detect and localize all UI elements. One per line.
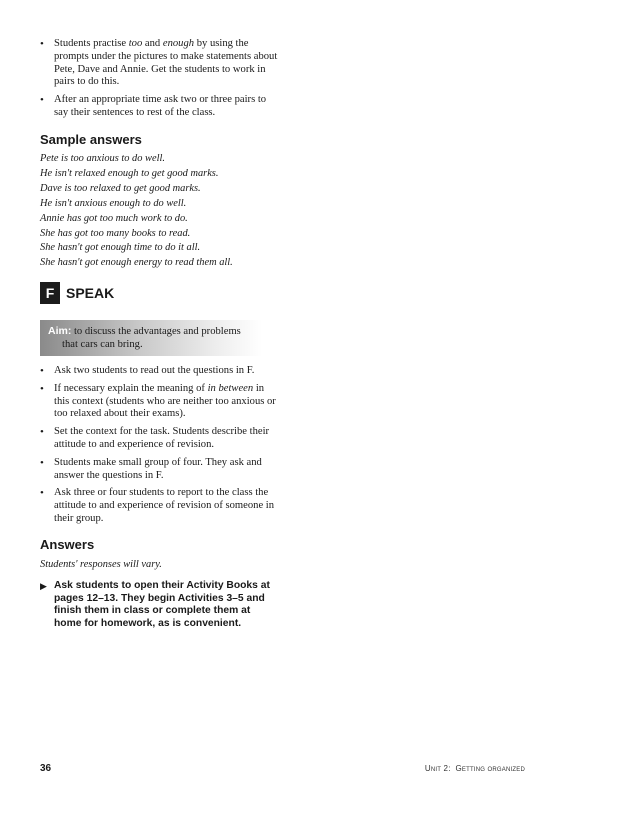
speak-bullet-5 bbox=[40, 487, 280, 525]
footer-unit: Unit 2: bbox=[424, 764, 451, 773]
triangle-arrow-icon: ▶ bbox=[40, 581, 47, 591]
sample-answer-line: She hasn't got enough energy to read them all. bbox=[40, 257, 233, 269]
sample-answer-line: She has got too many books to read. bbox=[40, 227, 191, 239]
sample-answers-heading: Sample answers bbox=[40, 132, 142, 147]
bullet-text: by using the prompts under the pictures to make statements about Pete, Dave and Annie. Get the students to work in pairs to do this. bbox=[54, 38, 278, 88]
bullet-text: If necessary explain the meaning of bbox=[54, 382, 208, 394]
aim-box bbox=[40, 320, 262, 356]
bullet-italic-term: in between bbox=[207, 382, 254, 394]
activity-note-text: Ask students to open their Activity Books at pages 12–13. They begin Activities 3–5 and finish them in class or complete them at home for homework, as is convenient. bbox=[54, 580, 270, 629]
bullet-text: After an appropriate time ask two or three pairs to say their sentences to rest of the class. bbox=[54, 94, 267, 118]
section-f-header bbox=[40, 282, 114, 304]
activity-book-note bbox=[40, 580, 280, 630]
speak-bullets-block bbox=[40, 365, 280, 531]
bullet-text: and bbox=[142, 38, 163, 49]
running-footer bbox=[425, 764, 525, 773]
sample-answer-line: Pete is too anxious to do well. bbox=[40, 153, 165, 164]
bullet-text: Ask two students to read out the questions in F. bbox=[54, 365, 255, 376]
bullet-text: Set the context for the task. Students describe their attitude to and experience of revision. bbox=[54, 426, 270, 450]
answers-text: Students' responses will vary. bbox=[40, 559, 162, 570]
sample-answer-line: Annie has got too much work to do. bbox=[40, 212, 188, 224]
intro-bullet-list bbox=[40, 38, 280, 120]
speak-bullet-4 bbox=[40, 457, 280, 483]
bullet-italic-term: enough bbox=[162, 38, 195, 49]
section-title: SPEAK bbox=[66, 285, 115, 301]
bullet-text: Ask three or four students to report to the class the attitude to and experience of revision of someone in their group. bbox=[54, 487, 275, 524]
intro-bullet-2 bbox=[40, 94, 280, 120]
speak-bullet-3 bbox=[40, 426, 280, 452]
bullet-text: in this context (students who are neither too anxious or too relaxed about their exams). bbox=[54, 382, 276, 420]
page-number: 36 bbox=[40, 763, 52, 774]
aim-text-line2: that cars can bring. bbox=[62, 339, 143, 350]
bullet-text: Students practise bbox=[54, 38, 129, 49]
aim-label: Aim: bbox=[48, 325, 72, 337]
speak-bullet-1 bbox=[40, 365, 280, 378]
answers-text-wrap bbox=[40, 558, 280, 573]
bullet-text: Students make small group of four. They ask and answer the questions in F. bbox=[54, 456, 262, 481]
answers-block bbox=[40, 537, 280, 573]
speak-bullet-list bbox=[40, 365, 280, 526]
sample-answer-line: Dave is too relaxed to get good marks. bbox=[40, 182, 201, 194]
section-letter-badge: F bbox=[40, 282, 60, 304]
intro-bullet-1 bbox=[40, 38, 280, 89]
intro-bullets-block bbox=[40, 38, 280, 125]
footer-unit-title: Getting organized bbox=[455, 764, 525, 773]
sample-answer-line: He isn't relaxed enough to get good marks. bbox=[40, 167, 219, 179]
sample-answer-line: He isn't anxious enough to do well. bbox=[40, 197, 187, 209]
sample-answers-block bbox=[40, 132, 280, 271]
sample-answer-line: She hasn't got enough time to do it all. bbox=[40, 242, 201, 254]
answers-heading: Answers bbox=[40, 537, 95, 552]
speak-bullet-2 bbox=[40, 383, 280, 421]
bullet-italic-term: too bbox=[128, 38, 143, 49]
sample-answers-list bbox=[40, 152, 280, 271]
aim-text-line1: to discuss the advantages and problems bbox=[71, 326, 241, 337]
